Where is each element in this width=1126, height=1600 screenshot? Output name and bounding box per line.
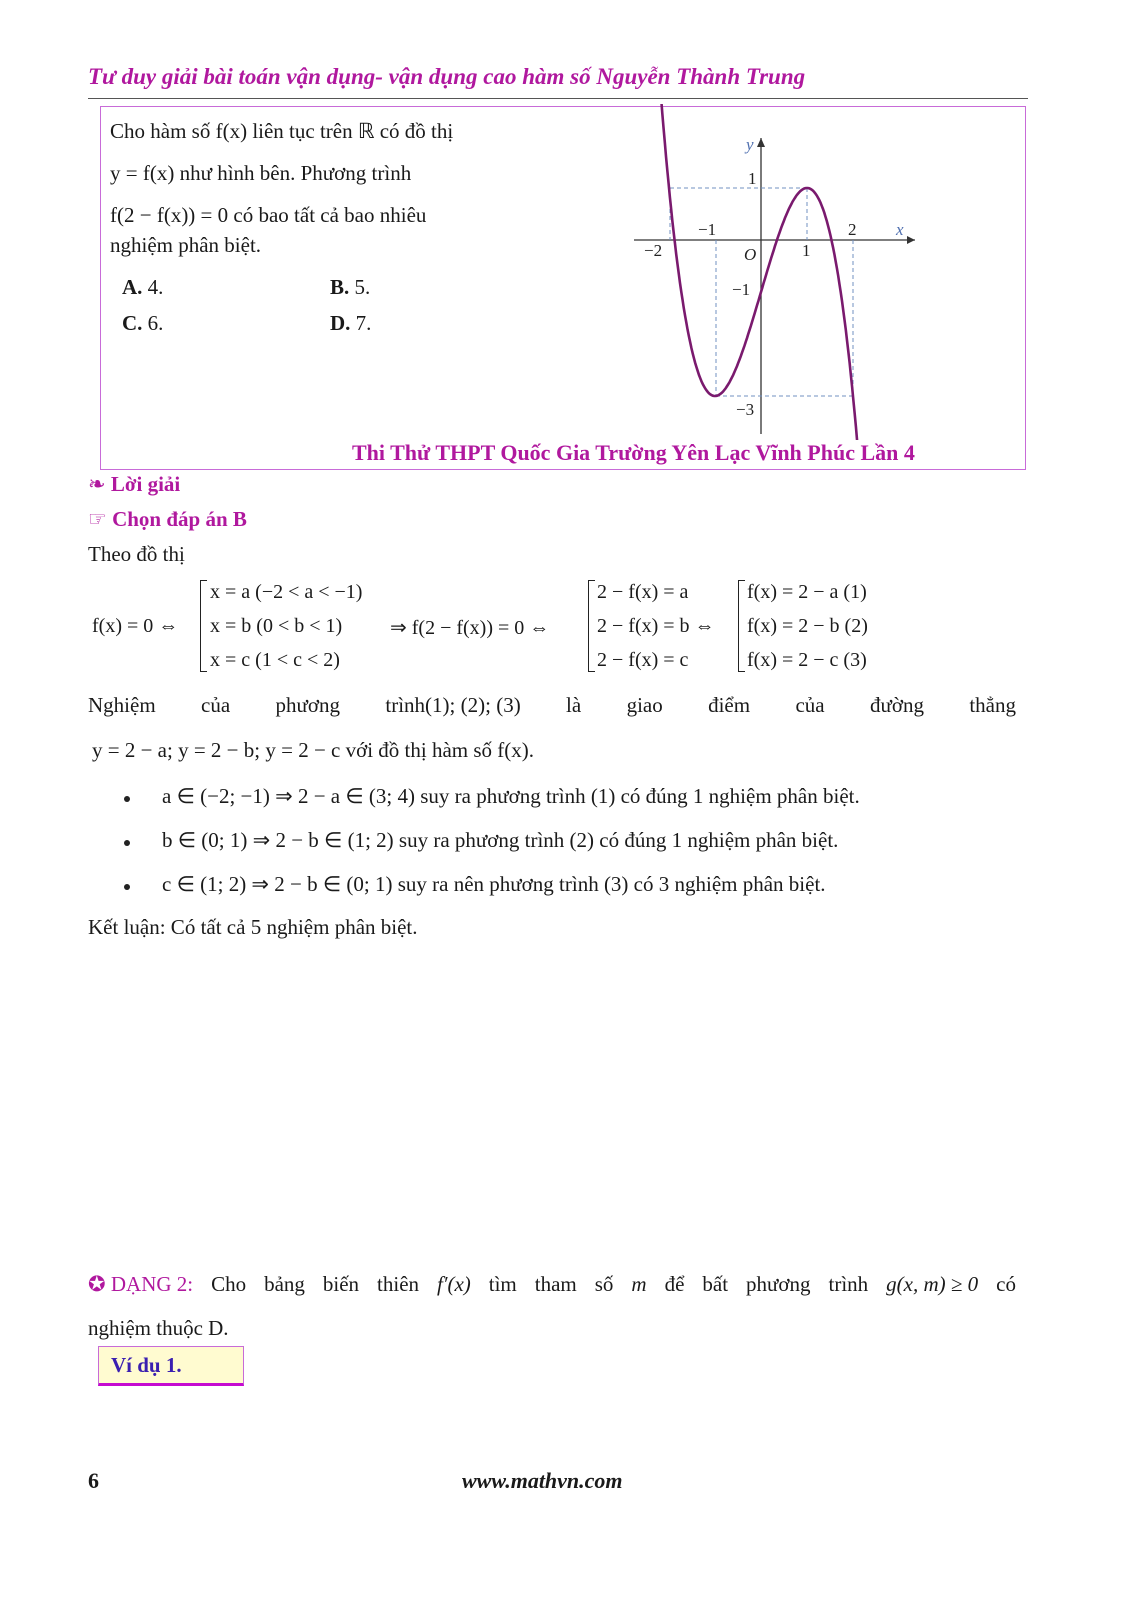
label-two: 2	[848, 220, 857, 239]
dang2-word-5: tìm	[488, 1272, 517, 1296]
label-neg1-x: −1	[698, 220, 717, 239]
dang2-word-12: trình	[828, 1272, 869, 1296]
option-d[interactable]	[330, 302, 371, 344]
label-one-x: 1	[802, 241, 811, 260]
case1-line3: x = c (1 < c < 2)	[210, 649, 340, 671]
x-axis-arrow	[907, 236, 915, 244]
y-axis-arrow	[757, 138, 765, 147]
dang2-word-1: bảng	[264, 1272, 305, 1296]
case3-line3: f(x) = 2 − c (3)	[747, 649, 867, 671]
option-d-letter: D.	[330, 311, 351, 335]
system-implies: ⇒ f(2 − f(x)) = 0 ⇔	[390, 617, 550, 639]
question-line-3: f(2 − f(x)) = 0 có bao tất cả bao nhiêu	[110, 203, 427, 227]
pointing-hand-icon: ☞	[88, 507, 107, 531]
star-circle-icon: ✪	[88, 1272, 106, 1296]
bullet-1: a ∈ (−2; −1) ⇒ 2 − a ∈ (3; 4) suy ra phương trình (1) có đúng 1 nghiệm phân biệt.	[162, 784, 860, 808]
bracket-2	[588, 580, 595, 672]
solution-paragraph-line1	[88, 693, 1016, 718]
option-c-letter: C.	[122, 311, 143, 335]
case2-line1: 2 − f(x) = a	[597, 581, 689, 603]
function-graph	[620, 104, 920, 440]
dang2-word-7: số	[594, 1272, 614, 1296]
example-box	[98, 1346, 244, 1386]
option-b-letter: B.	[330, 275, 350, 299]
p1-word-9: thẳng	[969, 693, 1016, 717]
p1-word-3: trình(1); (2); (3)	[385, 693, 521, 717]
case2-line2: 2 − f(x) = b ⇔	[597, 615, 715, 637]
answer-text: Chọn đáp án B	[112, 507, 247, 531]
case1-line1: x = a (−2 < a < −1)	[210, 581, 363, 603]
dang2-word-2: biến	[322, 1272, 360, 1296]
case3-line1: f(x) = 2 − a (1)	[747, 581, 867, 603]
question-source: Thi Thử THPT Quốc Gia Trường Yên Lạc Vĩnh Phúc Lần 4	[352, 440, 915, 465]
bullet-3: c ∈ (1; 2) ⇒ 2 − b ∈ (0; 1) suy ra nên phương trình (3) có 3 nghiệm phân biệt.	[162, 872, 826, 896]
system-lhs: f(x) = 0 ⇔	[92, 615, 179, 637]
solution-intro: Theo đồ thị	[88, 542, 185, 566]
dang2-word-3: thiên	[377, 1272, 420, 1296]
question-line-4: nghiệm phân biệt.	[110, 233, 262, 257]
dang2-word-9: để	[664, 1272, 685, 1296]
dang2-label	[88, 1272, 193, 1297]
dang2-word-8: m	[631, 1272, 647, 1296]
p1-word-6: điểm	[708, 693, 751, 717]
bracket-1	[200, 580, 207, 672]
label-neg3: −3	[736, 400, 755, 419]
dang2-word-6: tham	[534, 1272, 577, 1296]
label-neg2: −2	[644, 241, 663, 260]
case3-line2: f(x) = 2 − b (2)	[747, 615, 868, 637]
p1-word-2: phương	[275, 693, 341, 717]
question-text	[110, 110, 526, 266]
header-rule	[88, 98, 1028, 99]
p1-word-8: đường	[869, 693, 924, 717]
example-label: Ví dụ 1.	[111, 1353, 182, 1377]
solution-icon: ❧	[88, 472, 106, 496]
option-b-value: 5.	[354, 275, 371, 299]
dang2-word-4: f′(x)	[437, 1272, 471, 1296]
p1-word-4: là	[566, 693, 582, 717]
question-line-2: y = f(x) như hình bên. Phương trình	[110, 161, 412, 185]
label-origin: O	[744, 245, 757, 264]
option-c-value: 6.	[147, 311, 164, 335]
conclusion: Kết luận: Có tất cả 5 nghiệm phân biệt.	[88, 915, 418, 939]
option-a-letter: A.	[122, 275, 143, 299]
bracket-3	[738, 580, 745, 672]
dang2-word-0: Cho	[211, 1272, 247, 1296]
page-header: Tư duy giải bài toán vận dụng- vận dụng cao hàm số Nguyễn Thành Trung	[88, 64, 806, 89]
label-one-y: 1	[748, 169, 757, 188]
case1-line2: x = b (0 < b < 1)	[210, 615, 343, 637]
case2-line3: 2 − f(x) = c	[597, 649, 689, 671]
page-number: 6	[88, 1468, 99, 1493]
solution-heading-text: Lời giải	[110, 472, 181, 496]
p1-word-0: Nghiệm	[88, 693, 156, 717]
label-y: y	[746, 135, 754, 154]
solution-paragraph-line2: y = 2 − a; y = 2 − b; y = 2 − c với đồ thị hàm số f(x).	[92, 738, 535, 762]
answer-line	[88, 507, 247, 532]
dang2-line1	[88, 1272, 1016, 1297]
bullet-2: b ∈ (0; 1) ⇒ 2 − b ∈ (1; 2) suy ra phương trình (2) có đúng 1 nghiệm phân biệt.	[162, 828, 839, 852]
dang2-word-14: có	[996, 1272, 1016, 1296]
dang2-label-text: DẠNG 2:	[110, 1272, 194, 1296]
p1-word-7: của	[795, 693, 825, 717]
dang2-line2: nghiệm thuộc D.	[88, 1316, 229, 1340]
bullet-dot	[124, 884, 130, 890]
option-a-value: 4.	[147, 275, 164, 299]
dang2-word-11: phương	[746, 1272, 811, 1296]
footer-site[interactable]: www.mathvn.com	[462, 1468, 623, 1493]
dang2-word-13: g(x, m) ≥ 0	[886, 1272, 979, 1296]
label-x: x	[896, 220, 904, 239]
question-line-1: Cho hàm số f(x) liên tục trên ℝ có đồ thị	[110, 119, 454, 143]
bullet-dot	[124, 796, 130, 802]
p1-word-1: của	[201, 693, 231, 717]
option-d-value: 7.	[355, 311, 372, 335]
option-c[interactable]	[122, 302, 163, 344]
dang2-word-10: bất	[702, 1272, 729, 1296]
p1-word-5: giao	[626, 693, 663, 717]
label-neg1-y: −1	[732, 280, 751, 299]
solution-heading	[88, 472, 180, 497]
bullet-dot	[124, 840, 130, 846]
